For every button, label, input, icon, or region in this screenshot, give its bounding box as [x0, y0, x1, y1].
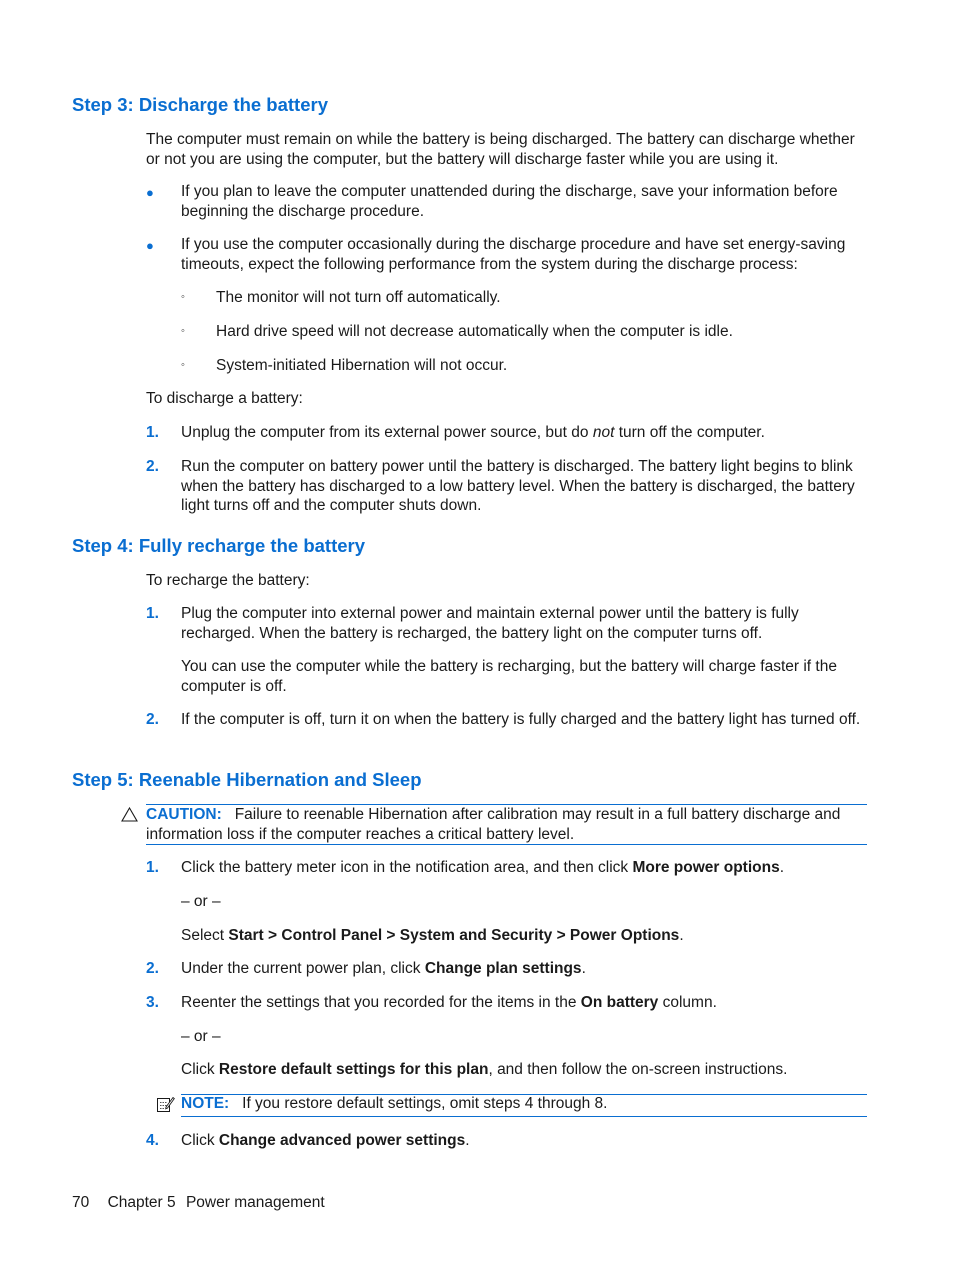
chapter-label: Chapter 5	[107, 1194, 176, 1211]
chapter-title: Power management	[185, 1194, 325, 1211]
step-number: 1.	[146, 859, 159, 876]
step3-lead: To discharge a battery:	[146, 390, 303, 407]
step-number: 2.	[146, 960, 159, 977]
step-number: 4.	[146, 1132, 159, 1149]
step4-heading: Step 4: Fully recharge the battery	[72, 535, 366, 556]
caution-label: CAUTION:	[146, 806, 222, 823]
step-number: 3.	[146, 994, 159, 1011]
step3-bullet-2: If you use the computer occasionally during the discharge procedure and have set energy-saving timeouts, expect the following performance from the system during the discharge process:	[181, 236, 846, 273]
step5-s3-text: Reenter the settings that you recorded for the items in the On battery column.	[181, 994, 717, 1011]
note-label: NOTE:	[181, 1095, 230, 1112]
step-number: 1.	[146, 424, 159, 441]
step3-subbullet-3: System-initiated Hibernation will not occur.	[216, 357, 508, 374]
bullet-icon: ●	[146, 238, 154, 253]
caution-box	[146, 805, 868, 844]
step-number: 2.	[146, 711, 159, 728]
step4-lead: To recharge the battery:	[146, 572, 310, 589]
page-footer	[72, 1193, 325, 1213]
step4-step2-text: If the computer is off, turn it on when the battery is fully charged and the battery light has turned off.	[181, 711, 861, 728]
step5-heading: Step 5: Reenable Hibernation and Sleep	[72, 769, 422, 790]
step-number: 2.	[146, 458, 159, 475]
or-separator: – or –	[181, 893, 221, 910]
warning-triangle-icon	[121, 807, 138, 822]
page-number: 70	[72, 1194, 90, 1211]
caution-bottom-rule	[146, 844, 867, 845]
step3-subbullet-2: Hard drive speed will not decrease automatically when the computer is idle.	[216, 323, 733, 340]
step3-subbullet-1: The monitor will not turn off automatically.	[216, 289, 501, 306]
step3-bullet-1: If you plan to leave the computer unattended during the discharge, save your information before beginning the discharge procedure.	[181, 183, 838, 220]
note-box	[181, 1094, 607, 1114]
bullet-icon: ●	[146, 185, 154, 200]
subbullet-icon: ◦	[181, 359, 185, 371]
subbullet-icon: ◦	[181, 291, 185, 303]
subbullet-icon: ◦	[181, 325, 185, 337]
step-number: 1.	[146, 605, 159, 622]
caution-text: Failure to reenable Hibernation after calibration may result in a full battery discharge and information loss if the computer reaches a critical battery level.	[146, 806, 841, 843]
or-separator: – or –	[181, 1028, 221, 1045]
step4-step1-extra: You can use the computer while the battery is recharging, but the battery will charge faster if the computer is off.	[181, 658, 837, 695]
note-pencil-icon	[156, 1095, 175, 1114]
step5-s1-text: Click the battery meter icon in the notification area, and then click More power options.	[181, 859, 785, 876]
step3-intro: The computer must remain on while the battery is being discharged. The battery can discharge whether or not you are using the computer, but the battery will discharge faster while you are using it.	[146, 131, 855, 168]
step5-s4-text: Click Change advanced power settings.	[181, 1132, 470, 1149]
step3-step1-text: Unplug the computer from its external power source, but do not turn off the computer.	[181, 424, 765, 441]
note-bottom-rule	[181, 1116, 867, 1117]
step3-heading: Step 3: Discharge the battery	[72, 94, 328, 115]
step5-s3-alt: Click Restore default settings for this plan, and then follow the on-screen instructions.	[181, 1061, 788, 1078]
step4-step1-text: Plug the computer into external power and maintain external power until the battery is fully recharged. When the battery is recharged, the battery light on the computer turns off.	[181, 605, 799, 642]
step3-step2-text: Run the computer on battery power until the battery is discharged. The battery light begins to blink when the battery has discharged to a low battery level. When the battery is discharged, the battery light turns off and the computer shuts down.	[181, 458, 855, 514]
step5-s1-alt: Select Start > Control Panel > System and Security > Power Options.	[181, 927, 684, 944]
step5-s2-text: Under the current power plan, click Change plan settings.	[181, 960, 586, 977]
note-text: If you restore default settings, omit steps 4 through 8.	[242, 1095, 608, 1112]
